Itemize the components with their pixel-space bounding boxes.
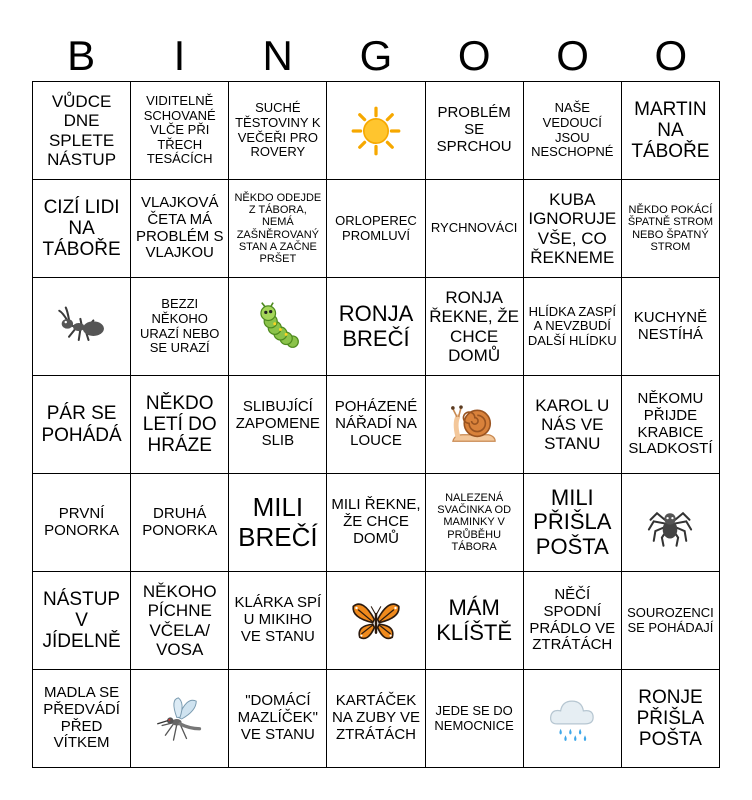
bingo-cell[interactable] xyxy=(622,376,720,474)
cell-label: KUBA IGNORUJE VŠE, CO ŘEKNEME xyxy=(528,190,617,267)
cell-label: SUCHÉ TĚSTOVINY K VEČEŘI PRO ROVERY xyxy=(235,100,321,160)
cell-label: MÁM KLÍŠTĚ xyxy=(436,594,513,645)
bingo-cell[interactable] xyxy=(327,82,425,180)
header-letter-o-3: O xyxy=(654,32,688,79)
cell-label: KUCHYNĚ NESTÍHÁ xyxy=(633,308,708,343)
bingo-cell[interactable] xyxy=(229,82,327,180)
cell-label: RONJA ŘEKNE, ŽE CHCE DOMŮ xyxy=(429,288,519,365)
bingo-cell[interactable] xyxy=(131,82,229,180)
bingo-header xyxy=(32,30,720,82)
cell-label: NĚČÍ SPODNÍ PRÁDLO VE ZTRÁTÁCH xyxy=(529,585,616,654)
cell-label: KARTÁČEK NA ZUBY VE ZTRÁTÁCH xyxy=(331,692,421,743)
bingo-cell[interactable] xyxy=(131,180,229,278)
cell-label: NALEZENÁ SVAČINKA OD MAMINKY V PRŮBĚHU TÁBORA xyxy=(437,491,512,553)
bingo-cell[interactable] xyxy=(622,278,720,376)
ant-icon xyxy=(56,301,108,353)
rain-cloud-icon xyxy=(546,693,598,745)
cell-label: CIZÍ LIDI NA TÁBOŘE xyxy=(42,196,121,261)
bingo-cell[interactable] xyxy=(524,278,622,376)
bingo-cell[interactable] xyxy=(622,572,720,670)
cell-label: ORLOPEREC PROMLUVÍ xyxy=(335,212,417,243)
cell-label: HLÍDKA ZASPÍ A NEVZBUDÍ DALŠÍ HLÍDKU xyxy=(527,303,617,348)
bingo-cell[interactable] xyxy=(33,572,131,670)
cell-label: NAŠE VEDOUCÍ JSOU NESCHOPNÉ xyxy=(531,100,614,160)
cell-label: PÁR SE POHÁDÁ xyxy=(41,403,122,446)
bingo-cell[interactable] xyxy=(426,82,524,180)
cell-label: MILI ŘEKNE, ŽE CHCE DOMŮ xyxy=(331,496,421,547)
cell-label: NĚKDO POKÁCÍ ŠPATNĚ STROM NEBO ŠPATNÝ STROM xyxy=(627,203,713,253)
bingo-cell[interactable] xyxy=(229,572,327,670)
cell-label: RONJA BREČÍ xyxy=(338,300,414,351)
bingo-cell[interactable] xyxy=(33,670,131,768)
bingo-cell[interactable] xyxy=(327,180,425,278)
cell-label: NĚKOMU PŘIJDE KRABICE SLADKOSTÍ xyxy=(628,389,713,458)
bingo-cell[interactable] xyxy=(426,180,524,278)
spider-icon xyxy=(644,497,696,549)
bingo-cell[interactable] xyxy=(131,474,229,572)
header-letter-b: B xyxy=(67,32,96,79)
cell-label: MILI PŘIŠLA POŠTA xyxy=(533,484,612,559)
bingo-cell[interactable] xyxy=(229,670,327,768)
cell-label: "DOMÁCÍ MAZLÍČEK" VE STANU xyxy=(237,692,319,743)
bingo-cell[interactable] xyxy=(622,670,720,768)
butterfly-icon xyxy=(350,595,402,647)
bingo-cell[interactable] xyxy=(524,376,622,474)
bingo-cell[interactable] xyxy=(229,376,327,474)
bingo-cell[interactable] xyxy=(622,180,720,278)
snail-icon xyxy=(448,399,500,451)
bingo-cell[interactable] xyxy=(426,278,524,376)
cell-label: NÁSTUP V JÍDELNĚ xyxy=(42,588,121,653)
bingo-cell[interactable] xyxy=(524,670,622,768)
bingo-cell[interactable] xyxy=(524,572,622,670)
bingo-cell[interactable] xyxy=(426,474,524,572)
cell-label: PRVNÍ PONORKA xyxy=(44,504,120,539)
bingo-cell[interactable] xyxy=(33,82,131,180)
cell-label: NĚKOHO PÍCHNE VČELA/ VOSA xyxy=(142,582,217,659)
bingo-cell[interactable] xyxy=(229,474,327,572)
cell-label: PROBLÉM SE SPRCHOU xyxy=(436,104,512,155)
bingo-cell[interactable] xyxy=(33,180,131,278)
cell-label: NĚKDO ODEJDE Z TÁBORA, NEMÁ ZAŠNĚROVANÝ STAN A ZAČNE PRŠET xyxy=(234,191,322,266)
bingo-cell[interactable] xyxy=(426,572,524,670)
bingo-cell[interactable] xyxy=(524,82,622,180)
bingo-cell[interactable] xyxy=(622,82,720,180)
cell-label: BEZZI NĚKOHO URAZÍ NEBO SE URAZÍ xyxy=(139,296,220,356)
cell-label: VIDITELNĚ SCHOVANÉ VLČE PŘI TŘECH TESÁCÍCH xyxy=(143,93,216,167)
bingo-cell[interactable] xyxy=(131,376,229,474)
bingo-cell[interactable] xyxy=(33,278,131,376)
bingo-cell[interactable] xyxy=(426,376,524,474)
mosquito-icon xyxy=(154,693,206,745)
cell-label: KAROL U NÁS VE STANU xyxy=(535,395,610,454)
bingo-cell[interactable] xyxy=(327,670,425,768)
bingo-cell[interactable] xyxy=(426,670,524,768)
cell-label: DRUHÁ PONORKA xyxy=(142,504,218,539)
header-letter-g: G xyxy=(359,32,393,79)
bingo-cell[interactable] xyxy=(327,376,425,474)
bingo-cell[interactable] xyxy=(524,180,622,278)
cell-label: MILI BREČÍ xyxy=(238,492,318,552)
bingo-cell[interactable] xyxy=(33,474,131,572)
sun-icon xyxy=(350,105,402,157)
header-letter-i: I xyxy=(173,32,186,79)
cell-label: SLIBUJÍCÍ ZAPOMENE SLIB xyxy=(235,398,320,449)
header-letter-n: N xyxy=(262,32,293,79)
bingo-cell[interactable] xyxy=(131,572,229,670)
bingo-cell[interactable] xyxy=(327,278,425,376)
cell-label: VŮDCE DNE SPLETE NÁSTUP xyxy=(47,92,117,169)
bingo-cell[interactable] xyxy=(131,278,229,376)
cell-label: SOUROZENCI SE POHÁDAJÍ xyxy=(627,604,714,635)
cell-label: RYCHNOVÁCI xyxy=(430,220,518,236)
cell-label: NĚKDO LETÍ DO HRÁZE xyxy=(142,392,217,457)
bingo-board xyxy=(32,81,720,768)
bingo-cell[interactable] xyxy=(327,474,425,572)
cell-label: VLAJKOVÁ ČETA MÁ PROBLÉM S VLAJKOU xyxy=(135,193,224,262)
bingo-cell[interactable] xyxy=(524,474,622,572)
cell-label: JEDE SE DO NEMOCNICE xyxy=(434,702,514,733)
bingo-cell[interactable] xyxy=(622,474,720,572)
header-letter-o-2: O xyxy=(556,32,589,79)
bingo-cell[interactable] xyxy=(33,376,131,474)
cell-label: MARTIN NA TÁBOŘE xyxy=(631,98,710,163)
caterpillar-icon xyxy=(252,301,304,353)
cell-label: POHÁZENÉ NÁŘADÍ NA LOUCE xyxy=(334,398,418,449)
cell-label: KLÁRKA SPÍ U MIKIHO VE STANU xyxy=(234,594,322,645)
header-letter-o-1: O xyxy=(457,32,491,79)
cell-label: MADLA SE PŘEDVÁDÍ PŘED VÍTKEM xyxy=(43,683,120,752)
bingo-cell[interactable] xyxy=(229,180,327,278)
bingo-cell[interactable] xyxy=(131,670,229,768)
bingo-cell[interactable] xyxy=(229,278,327,376)
bingo-cell[interactable] xyxy=(327,572,425,670)
cell-label: RONJE PŘIŠLA POŠTA xyxy=(636,686,705,751)
